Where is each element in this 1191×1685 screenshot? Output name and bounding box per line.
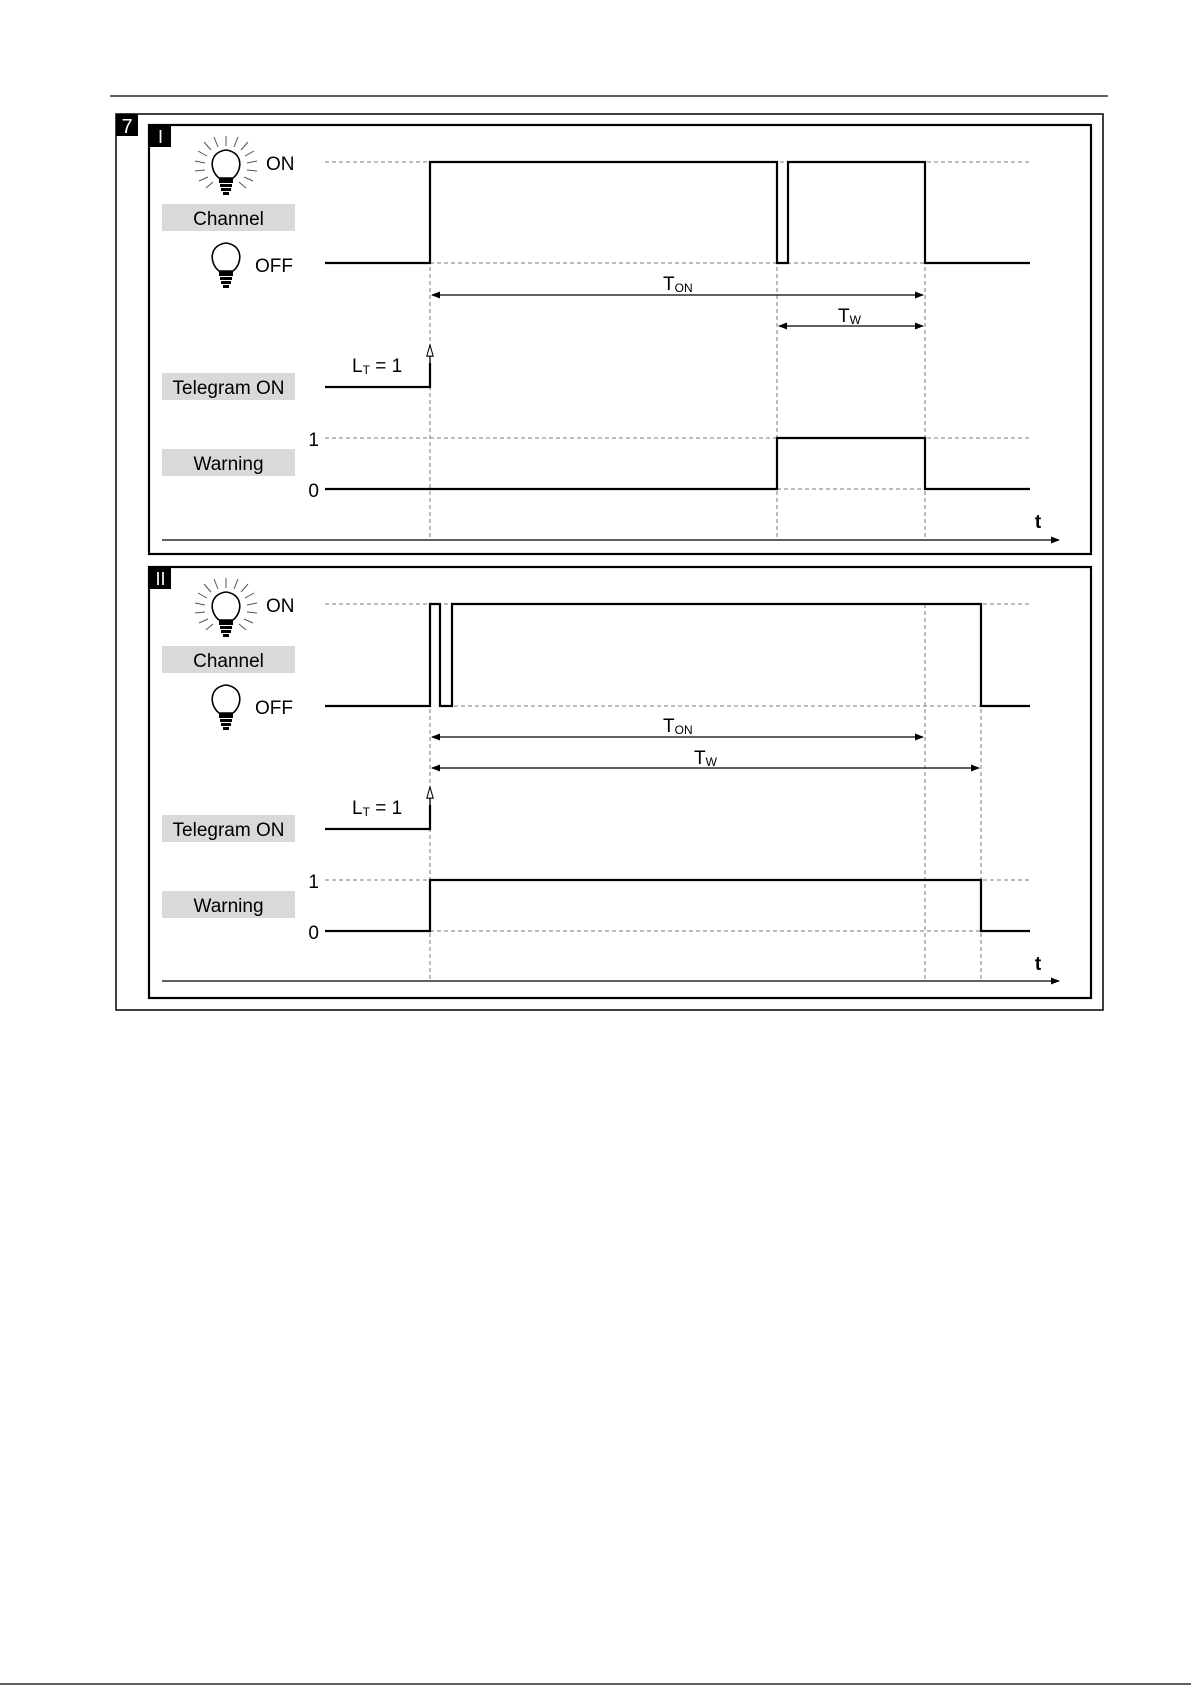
off-label: OFF xyxy=(255,698,293,719)
panel-id: II xyxy=(155,569,166,589)
panel-I xyxy=(149,125,1091,554)
telegram-label: Telegram ON xyxy=(172,378,285,399)
level-0-label: 0 xyxy=(308,481,319,502)
channel-signal xyxy=(325,162,1030,263)
off-label: OFF xyxy=(255,256,293,277)
warning-signal xyxy=(325,438,1030,489)
warning-signal xyxy=(325,880,1030,931)
telegram-label: Telegram ON xyxy=(172,820,285,841)
lt-label: LT = 1 xyxy=(352,356,403,377)
bulb-on-icon xyxy=(195,136,257,195)
warning-label: Warning xyxy=(193,454,264,475)
t-w-label: TW xyxy=(838,306,861,327)
warning-label: Warning xyxy=(193,896,264,917)
channel-signal xyxy=(325,604,1030,706)
on-label: ON xyxy=(266,596,295,617)
level-0-label: 0 xyxy=(308,923,319,944)
on-label: ON xyxy=(266,154,295,175)
t-on-label: TON xyxy=(663,274,693,295)
figure-frame xyxy=(116,114,1103,1010)
level-1-label: 1 xyxy=(308,430,319,451)
time-axis-label: t xyxy=(1034,954,1042,975)
bulb-on-icon xyxy=(195,578,257,637)
lt-label: LT = 1 xyxy=(352,798,403,819)
bulb-off-icon xyxy=(212,243,240,288)
bulb-off-icon xyxy=(212,685,240,730)
panel-id: I xyxy=(157,127,164,147)
channel-label: Channel xyxy=(193,209,264,230)
panel-frame xyxy=(149,567,1091,998)
t-on-label: TON xyxy=(663,716,693,737)
figure-number: 7 xyxy=(121,116,133,138)
panel-II xyxy=(149,567,1091,998)
t-w-label: TW xyxy=(694,748,717,769)
time-axis-label: t xyxy=(1034,512,1042,533)
level-1-label: 1 xyxy=(308,872,319,893)
channel-label: Channel xyxy=(193,651,264,672)
